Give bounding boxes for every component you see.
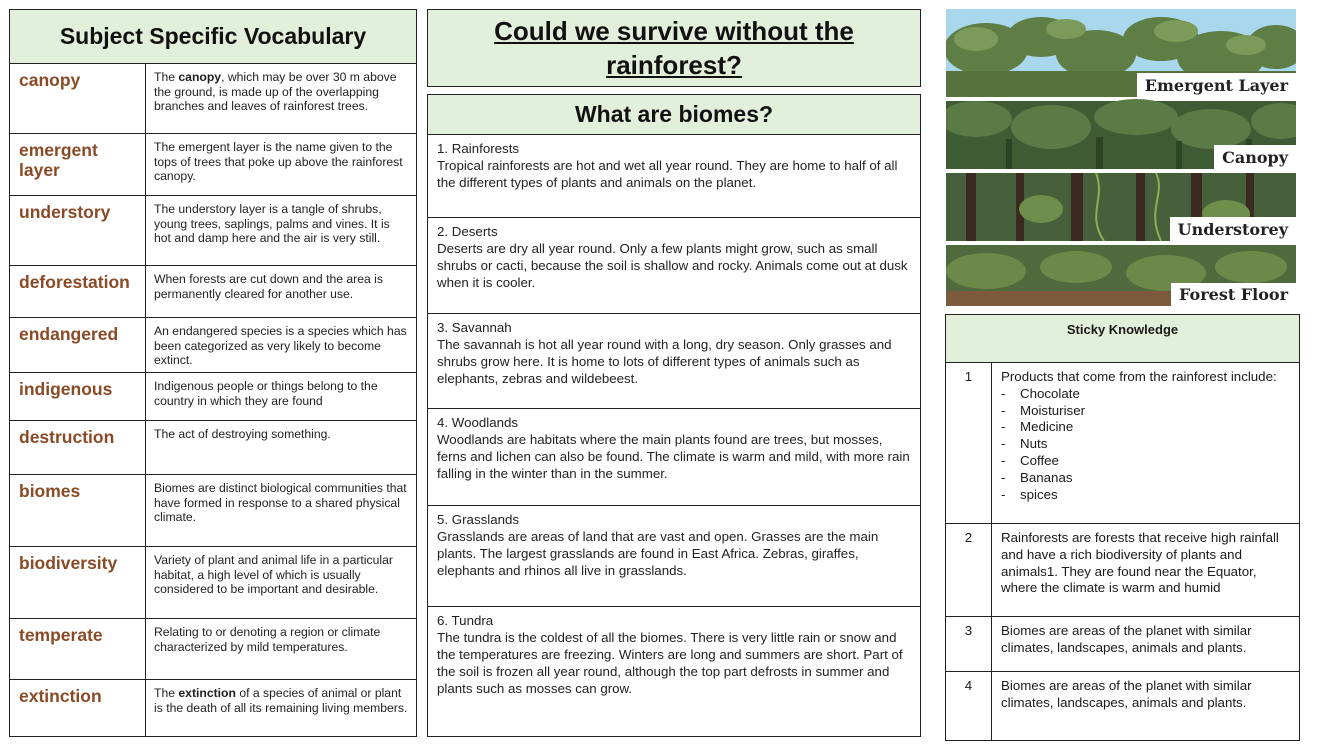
sticky-knowledge-table [945,314,1300,741]
vocab-definition: The extinction of a species of animal or plant is the death of all its remaining living members. [154,686,408,715]
vocab-definition: The act of destroying something. [154,427,331,441]
biome-text: Woodlands are habitats where the main plants found are trees, but mosses, ferns and lichen can also be found. The climate is warm and mild, with more rain falling in the winter than in the summer. [437,432,910,481]
biome-item [428,218,920,314]
list-item: - Chocolate [1001,385,1080,401]
biome-title: 5. Grasslands [437,512,520,527]
vocab-definition: An endangered species is a species which has been categorized as very likely to become extinct. [154,324,407,368]
biome-item [428,135,920,218]
sticky-knowledge-heading: Sticky Knowledge [946,315,1299,363]
vocab-definition: Variety of plant and animal life in a particular habitat, a high level of which is usually considered to be important and desirable. [154,553,393,597]
page-title: Could we survive without the rainforest? [494,16,854,80]
layer-label-canopy: Canopy [1214,145,1296,171]
products-intro: Products that come from the rainforest include: [1001,369,1277,384]
sticky-row-number: 2 [946,524,992,616]
vocab-term: canopy [10,64,146,133]
biome-text: Tropical rainforests are hot and wet all year round. They are home to half of all the different types of plants and animals on the planet. [437,158,898,190]
sticky-row-number: 3 [946,617,992,671]
list-item: - Bananas [1001,469,1073,485]
biome-title: 1. Rainforests [437,141,520,156]
products-list [1001,386,1290,504]
vocab-definition: When forests are cut down and the area is permanently cleared for another use. [154,272,383,301]
list-item: - Medicine [1001,419,1074,435]
biome-title: 2. Deserts [437,224,498,239]
list-item: - Moisturiser [1001,402,1086,418]
layer-label-emergent: Emergent Layer [1137,73,1296,99]
vocab-row [10,318,416,373]
layer-label-forest-floor: Forest Floor [1171,283,1296,306]
vocab-row [10,680,416,736]
vocabulary-title: Subject Specific Vocabulary [10,10,416,64]
vocab-row [10,373,416,421]
sticky-row-text: Biomes are areas of the planet with similar climates, landscapes, animals and plants. [1001,678,1252,710]
biome-item [428,409,920,506]
biomes-panel [427,94,921,737]
biome-text: Grasslands are areas of land that are vast and open. Grasses are the main plants. The largest grasslands are found in East Africa. Zebras, giraffes, elephants and rhinos all live in grasslands. [437,529,879,578]
vocabulary-table [9,9,417,737]
sticky-row [946,363,1299,524]
vocab-row [10,547,416,619]
sticky-row-number: 1 [946,363,992,523]
biome-text: Deserts are dry all year round. Only a few plants might grow, such as small shrubs or cacti, because the soil is shallow and rocky. Animals come out at dusk when it is cooler. [437,241,908,290]
biome-title: 3. Savannah [437,320,512,335]
biome-text: The savannah is hot all year round with a long, dry season. Only grasses and shrubs grow here. It is home to lots of different types of animals such as elephants, zebras and wildebeest. [437,337,892,386]
vocab-term: indigenous [10,373,146,420]
biome-title: 4. Woodlands [437,415,519,430]
sticky-row-text: Biomes are areas of the planet with similar climates, landscapes, animals and plants. [1001,623,1252,655]
vocab-term: endangered [10,318,146,372]
biomes-heading: What are biomes? [428,95,920,135]
vocab-term: biomes [10,475,146,546]
vocab-term: temperate [10,619,146,679]
sticky-row [946,672,1299,740]
vocab-row [10,619,416,680]
list-item: - Coffee [1001,452,1059,468]
vocab-definition: The canopy, which may be over 30 m above the ground, is made up of the overlapping branches and leaves of rainforest trees. [154,70,397,114]
vocab-term: extinction [10,680,146,736]
sticky-row-number: 4 [946,672,992,740]
vocab-row [10,266,416,318]
vocab-row [10,421,416,475]
vocab-term: biodiversity [10,547,146,618]
page-title-box [427,9,921,87]
biome-item [428,314,920,409]
vocab-row [10,475,416,547]
rainforest-layers-illustration [946,9,1296,306]
sticky-row [946,617,1299,672]
vocab-term: deforestation [10,266,146,317]
biome-item [428,607,920,736]
vocab-definition: The understory layer is a tangle of shrubs, young trees, saplings, palms and vines. It is hot and damp here and the air is very still. [154,202,390,246]
vocab-definition: Indigenous people or things belong to the country in which they are found [154,379,378,408]
list-item: - Nuts [1001,436,1048,452]
vocab-definition: Biomes are distinct biological communities that have formed in response to a shared physical climate. [154,481,407,525]
vocab-row [10,64,416,134]
vocab-row [10,134,416,196]
sticky-row [946,524,1299,617]
vocab-term: understory [10,196,146,265]
sticky-row-text: Rainforests are forests that receive high rainfall and have a rich biodiversity of plants and animals1. They are found near the Equator, where the climate is warm and humid [1001,530,1279,596]
vocab-definition: Relating to or denoting a region or climate characterized by mild temperatures. [154,625,381,654]
biome-text: The tundra is the coldest of all the biomes. There is very little rain or snow and the temperatures are freezing. Winters are long and summers are short. Part of the soil is frozen all year round, although the top part defrosts in summer and plants such as mosses can grow. [437,630,903,696]
vocab-definition: The emergent layer is the name given to the tops of trees that poke up above the rainforest canopy. [154,140,403,184]
list-item: - spices [1001,486,1058,502]
vocab-term: destruction [10,421,146,474]
biome-title: 6. Tundra [437,613,494,628]
sticky-row-text [992,363,1299,523]
vocab-row [10,196,416,266]
layer-label-understorey: Understorey [1170,217,1296,243]
biome-item [428,506,920,607]
vocab-term: emergent layer [10,134,146,195]
